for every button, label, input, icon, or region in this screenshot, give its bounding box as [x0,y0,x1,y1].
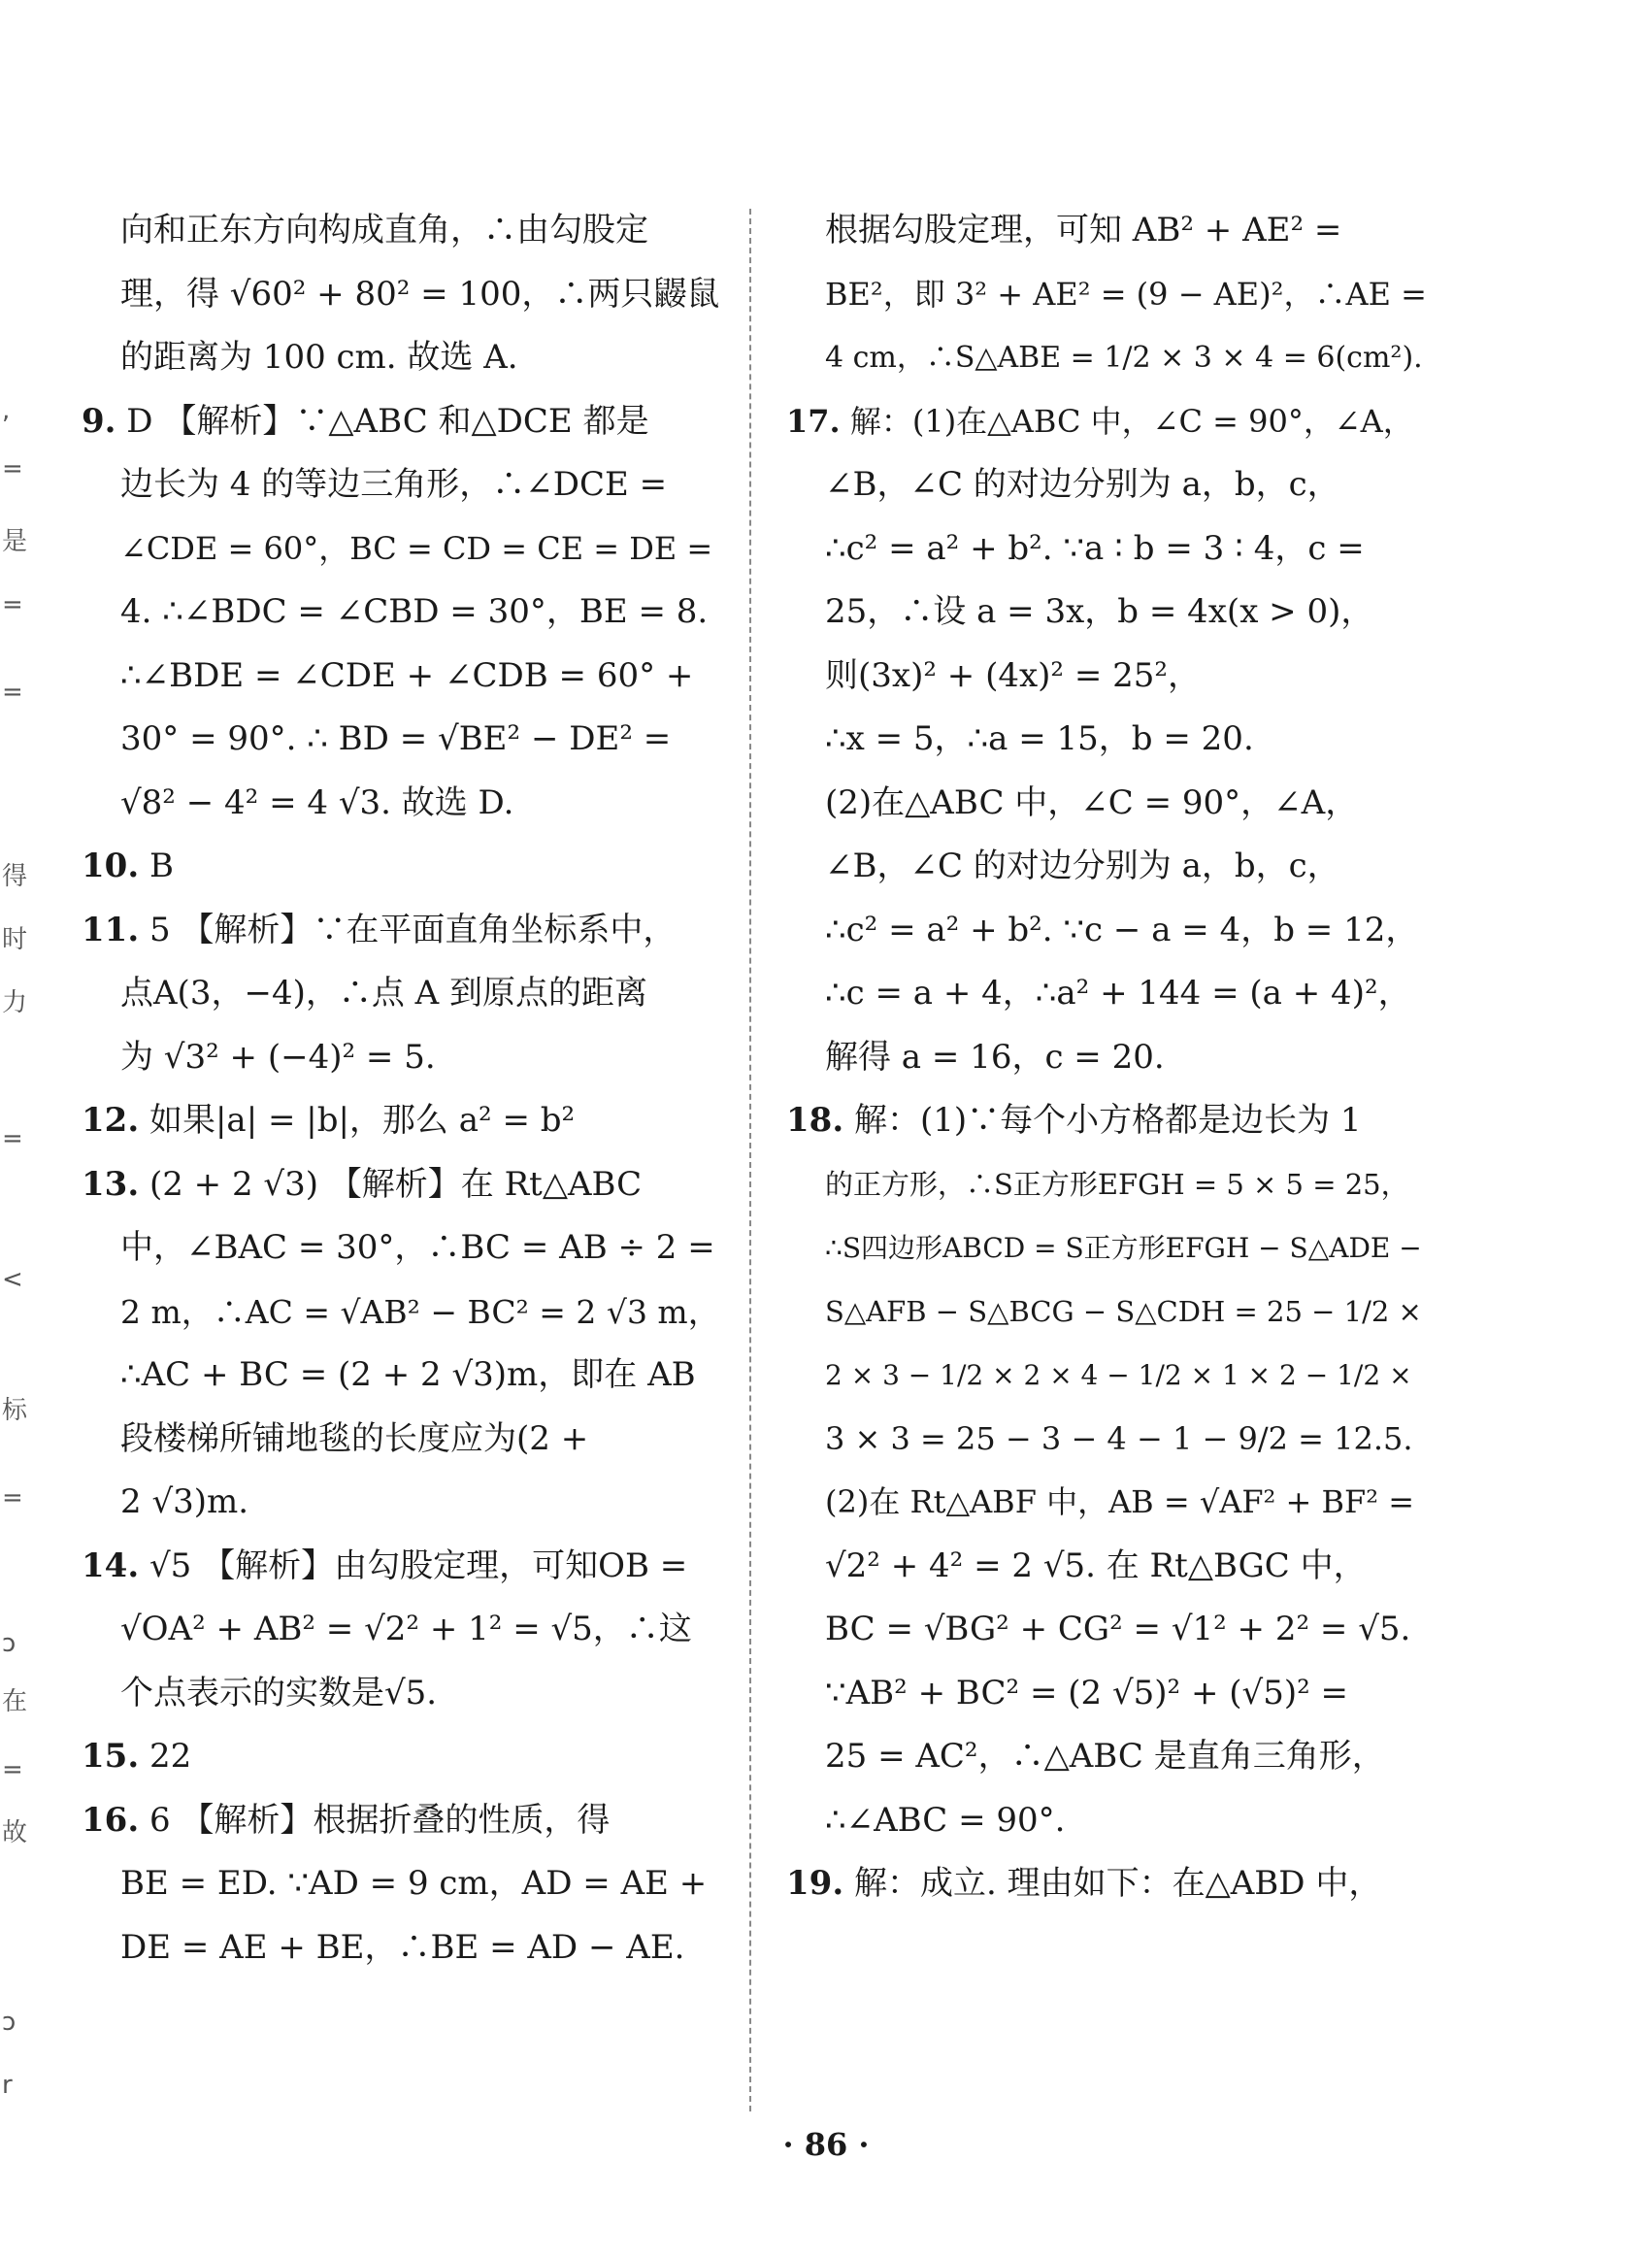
text-line: (2)在 Rt△ABF 中，AB = √AF² + BF² = [825,1483,1415,1520]
text-line: ∠CDE = 60°，BC = CD = CE = DE = [120,529,713,567]
margin-fragment: = [2,1483,23,1512]
text-line: 向和正东方向构成直角，∴由勾股定 [120,211,648,249]
question-number: 19. [786,1864,844,1903]
text-line: 2 m，∴AC = √AB² − BC² = 2 √3 m， [120,1292,720,1331]
text-line: ∴c² = a² + b². ∵a ∶ b = 3 ∶ 4，c = [825,528,1365,568]
question-number: 11. [82,910,140,949]
right-column [786,199,1427,1916]
text-line: ∴x = 5，∴a = 15，b = 20. [825,719,1254,758]
text-line: 13. (2 + 2 √3) 【解析】在 Rt△ABC [82,1164,643,1204]
text-line: 为 √3² + (−4)² = 5. [120,1037,436,1077]
text-line: 9. D 【解析】∵△ABC 和△DCE 都是 [82,401,649,441]
margin-fragment: = [2,1124,23,1153]
text-line: 25 = AC²，∴△ABC 是直角三角形， [825,1737,1385,1776]
margin-fragment: = [2,1755,23,1784]
text-line: 12. 如果|a| = |b|，那么 a² = b² [82,1101,576,1140]
text-line: 15. 22 [82,1737,192,1776]
column-divider [749,209,751,2111]
text-line: DE = AE + BE，∴BE = AD − AE. [120,1927,685,1967]
question-number: 18. [786,1101,844,1140]
text-line: ∵AB² + BC² = (2 √5)² + (√5)² = [825,1673,1349,1712]
margin-fragment: = [2,590,23,619]
text-line: 11. 5 【解析】∵在平面直角坐标系中， [82,910,677,949]
question-number: 16. [82,1800,140,1840]
question-number: 12. [82,1101,140,1140]
text-line: 2 √3)m. [120,1482,249,1521]
text-line: 2 × 3 − 1/2 × 2 × 4 − 1/2 × 1 × 2 − 1/2 × [825,1359,1412,1391]
text-line: √OA² + AB² = √2² + 1² = √5，∴这 [120,1610,692,1648]
margin-fragment: 故 [2,1818,28,1847]
margin-fragment: 在 [2,1687,28,1716]
page-number: · 86 · [782,2126,870,2163]
question-number: 14. [82,1545,140,1585]
text-line: 则(3x)² + (4x)² = 25²， [825,655,1202,695]
margin-fragment: 是 [2,527,28,556]
margin-fragment: r [2,2071,13,2100]
text-line: √2² + 4² = 2 √5. 在 Rt△BGC 中， [825,1545,1367,1585]
margin-fragment: 时 [2,925,28,954]
question-number: 10. [82,847,140,885]
left-column [82,199,722,1979]
text-line: 18. 解：(1)∵每个小方格都是边长为 1 [786,1101,1362,1140]
text-line: 19. 解：成立. 理由如下：在△ABD 中， [786,1864,1382,1903]
text-line: ∴c² = a² + b². ∵c − a = 4，b = 12， [825,910,1419,949]
text-line: 边长为 4 的等边三角形，∴∠DCE = [120,465,668,504]
text-line: 14. √5 【解析】由勾股定理，可知OB = [82,1545,688,1585]
text-line: ∴∠ABC = 90°. [825,1800,1066,1840]
text-line: BE = ED. ∵AD = 9 cm，AD = AE + [120,1864,708,1903]
text-line: ∴∠BDE = ∠CDE + ∠CDB = 60° + [120,655,694,695]
left-margin-fragments [0,0,28,2260]
margin-fragment: < [2,1265,23,1294]
text-line: 根据勾股定理，可知 AB² + AE² = [825,211,1342,249]
question-number: 9. [82,401,116,441]
text-line: 段楼梯所铺地毯的长度应为(2 + [120,1418,589,1458]
text-line: BC = √BG² + CG² = √1² + 2² = √5. [825,1610,1411,1648]
text-line: ∴c = a + 4，∴a² + 144 = (a + 4)²， [825,974,1411,1013]
text-line: ∴S四边形ABCD = S正方形EFGH − S△ADE − [825,1232,1422,1264]
margin-fragment: , [2,396,11,425]
margin-fragment: = [2,678,23,707]
margin-fragment: 力 [2,988,28,1017]
text-line: 点A(3，−4)，∴点 A 到原点的距离 [120,974,648,1013]
question-number: 13. [82,1164,140,1204]
margin-fragment: 得 [2,862,28,891]
text-line: 的距离为 100 cm. 故选 A. [120,338,518,377]
text-line: ∴AC + BC = (2 + 2 √3)m，即在 AB [120,1355,696,1394]
text-line: 理，得 √60² + 80² = 100，∴两只鼹鼠 [120,274,720,314]
text-line: 10. B [82,847,174,885]
margin-fragment: ɔ [2,2008,17,2037]
text-line: (2)在△ABC 中，∠C = 90°，∠A， [825,782,1359,822]
text-line: 个点表示的实数是√5. [120,1673,438,1712]
margin-fragment: = [2,454,23,483]
text-line: 4. ∴∠BDC = ∠CBD = 30°，BE = 8. [120,592,709,631]
margin-fragment: ɔ [2,1629,17,1658]
question-number: 17. [786,402,841,440]
text-line: √8² − 4² = 4 √3. 故选 D. [120,782,514,822]
text-line: ∠B，∠C 的对边分别为 a，b，c， [825,847,1340,885]
text-line: 4 cm，∴S△ABE = 1/2 × 3 × 4 = 6(cm²). [825,341,1423,375]
text-line: 25，∴设 a = 3x，b = 4x(x > 0)， [825,592,1374,631]
text-line: 的正方形，∴S正方形EFGH = 5 × 5 = 25， [825,1167,1409,1201]
text-line: 解得 a = 16，c = 20. [825,1037,1165,1077]
text-line: 16. 6 【解析】根据折叠的性质，得 [82,1800,611,1840]
text-line: 17. 解：(1)在△ABC 中，∠C = 90°，∠A， [786,402,1414,440]
text-line: ∠B，∠C 的对边分别为 a，b，c， [825,465,1340,504]
question-number: 15. [82,1737,140,1776]
text-line: BE²，即 3² + AE² = (9 − AE)²，∴AE = [825,275,1427,313]
text-line: 3 × 3 = 25 − 3 − 4 − 1 − 9/2 = 12.5. [825,1419,1413,1457]
text-line: 中，∠BAC = 30°，∴BC = AB ÷ 2 = [120,1228,715,1267]
margin-fragment: 标 [2,1396,28,1425]
text-line: S△AFB − S△BCG − S△CDH = 25 − 1/2 × [825,1294,1422,1328]
text-line: 30° = 90°. ∴ BD = √BE² − DE² = [120,719,672,758]
